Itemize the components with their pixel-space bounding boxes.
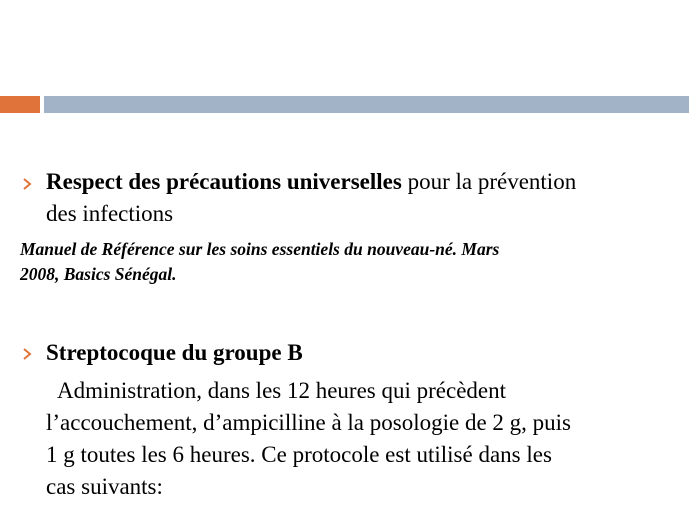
header-accent-blue	[44, 96, 689, 113]
bullet-precautions-line2: des infections	[46, 201, 174, 226]
chevron-right-icon	[22, 178, 32, 190]
body-line2: l’accouchement, d’ampicilline à la posologie de 2 g, puis	[46, 410, 572, 435]
bullet-streptocoque	[46, 337, 686, 369]
bullet-streptocoque-bold: Streptocoque du groupe B	[46, 340, 303, 365]
body-line3: 1 g toutes les 6 heures. Ce protocole est utilisé dans les	[46, 442, 552, 467]
header-accent-orange	[0, 96, 40, 113]
reference-line2: 2008, Basics Sénégal.	[20, 264, 177, 284]
bullet-precautions	[46, 166, 686, 198]
bullet-precautions-bold: Respect des précautions universelles	[46, 169, 402, 194]
bullet-precautions-rest: pour la prévention	[401, 169, 577, 194]
body-line4: cas suivants:	[46, 474, 163, 499]
chevron-right-icon	[22, 348, 32, 360]
reference-line1: Manuel de Référence sur les soins essentiels du nouveau-né. Mars	[20, 239, 500, 259]
body-line1: Administration, dans les 12 heures qui précèdent	[57, 378, 507, 403]
reference-citation	[20, 237, 675, 287]
